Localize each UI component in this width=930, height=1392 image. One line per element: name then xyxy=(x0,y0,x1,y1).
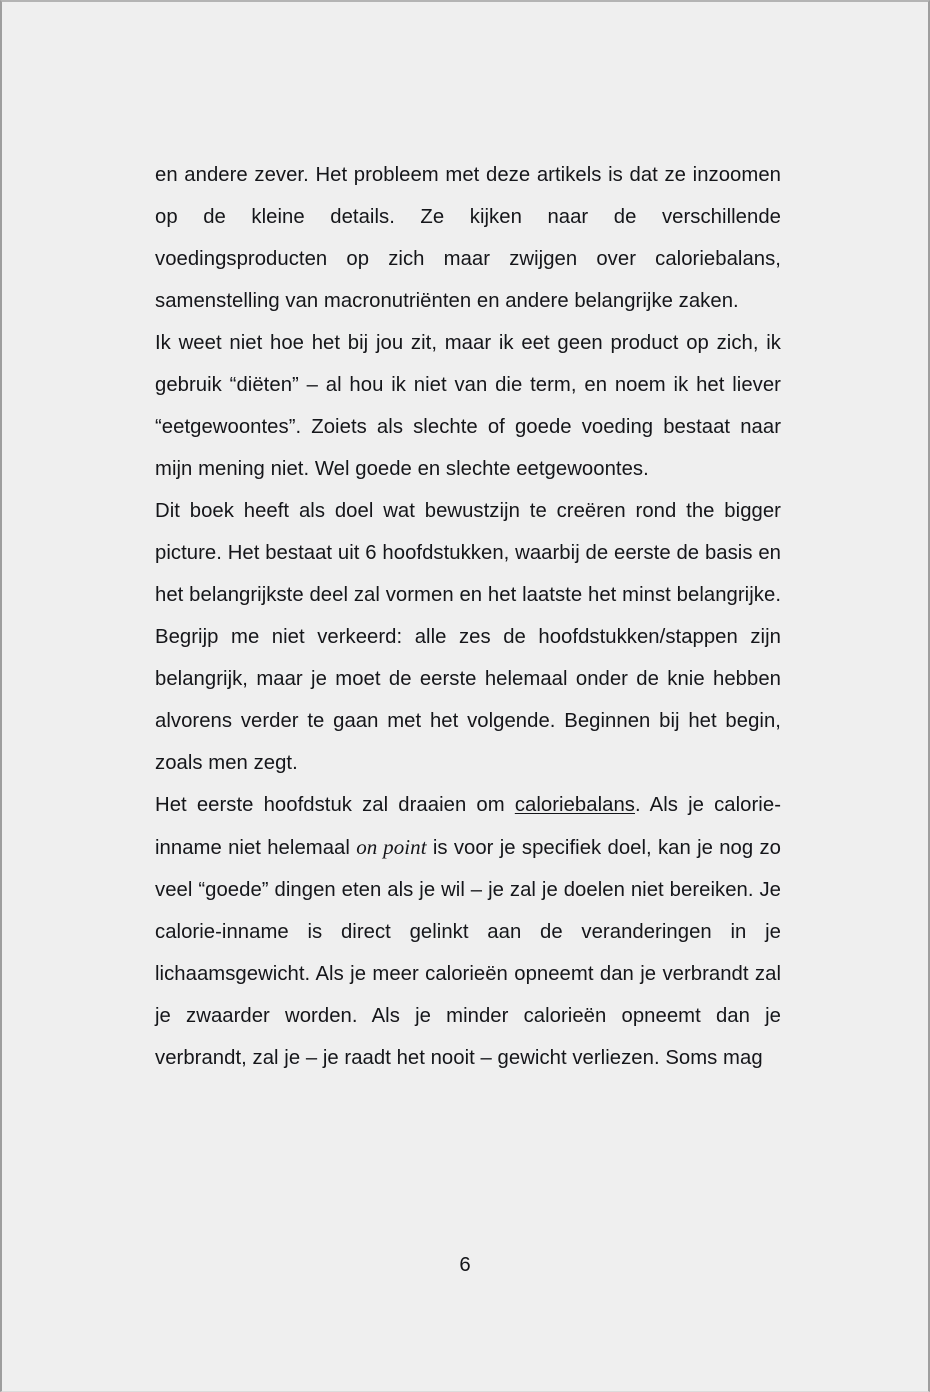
paragraph-4 xyxy=(155,784,781,1079)
paragraph-2-text: Ik weet niet hoe het bij jou zit, maar ik eet geen product op zich, ik gebruik “diëten” – al hou ik niet van die term, en noem ik het liever “eetgewoontes”. Zoiets als slechte of goede voeding bestaat naar mijn mening niet. Wel goede en slechte eetgewoontes. xyxy=(155,332,781,480)
page-number: 6 xyxy=(459,1254,471,1276)
on-point-italic-phrase: on point xyxy=(356,835,427,859)
paragraph-4-run-1: Het eerste hoofdstuk zal draaien om xyxy=(155,794,515,816)
caloriebalans-underlined-term: caloriebalans xyxy=(514,794,635,816)
page-text-column xyxy=(155,154,781,1079)
paragraph-1-text: en andere zever. Het probleem met deze artikels is dat ze inzoomen op de kleine details. Ze kijken naar de verschillende voedingsproducten op zich maar zwijgen over caloriebalans, samenstelling van macronutriënten en andere belangrijke zaken. xyxy=(155,164,781,312)
paragraph-4-run-5: is voor je specifiek doel, kan je nog zo veel “goede” dingen eten als je wil – je zal je doelen niet bereiken. Je calorie-inname is direct gelinkt aan de veranderingen in je lichaamsgewicht. Als je meer calorieën opneemt dan je verbrandt zal je zwaarder worden. Als je minder calorieën opneemt dan je verbrandt, zal je – je raadt het nooit – gewicht verliezen. Soms mag xyxy=(155,837,781,1069)
paragraph-2 xyxy=(155,322,781,490)
paragraph-1 xyxy=(155,154,781,322)
paragraph-3 xyxy=(155,490,781,784)
paragraph-3-text: Dit boek heeft als doel wat bewustzijn te creëren rond the bigger picture. Het bestaat uit 6 hoofdstukken, waarbij de eerste de basis en het belangrijkste deel zal vormen en het laatste het minst belangrijke. Begrijp me niet verkeerd: alle zes de hoofdstukken/stappen zijn belangrijk, maar je moet de eerste helemaal onder de knie hebben alvorens verder te gaan met het volgende. Beginnen bij het begin, zoals men zegt. xyxy=(155,500,781,774)
paragraph-4-run-3: . Als je calorie-inname niet helemaal xyxy=(155,794,781,859)
